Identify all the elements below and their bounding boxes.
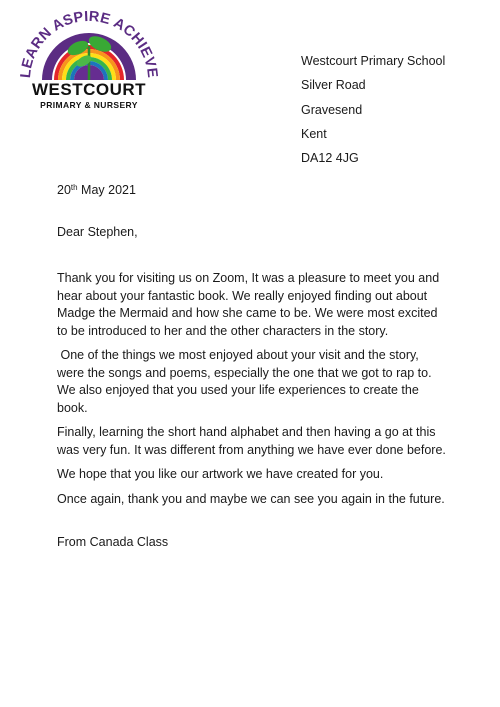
address-line: Kent xyxy=(301,126,327,141)
letter-date: 20th May 2021 xyxy=(57,183,136,197)
address-line: Westcourt Primary School xyxy=(301,54,446,68)
school-name: WESTCOURT xyxy=(31,80,147,99)
address-postcode: DA12 4JG xyxy=(301,151,359,166)
school-subtitle: PRIMARY & NURSERY xyxy=(40,100,138,110)
body-paragraph: Once again, thank you and maybe we can see you again in the future. xyxy=(57,492,445,506)
school-address xyxy=(301,49,445,170)
address-line: Silver Road xyxy=(301,78,366,93)
body-paragraph: Finally, learning the short hand alphabet and then having a go at this was very fun. It was different from anything we have ever done before. xyxy=(57,425,446,457)
body-paragraph: Thank you for visiting us on Zoom, It was a pleasure to meet you and hear about your fantastic book. We really enjoyed finding out about Madge the Mermaid and how she came to be. We were most excited to be introduced to her and the other characters in the story. xyxy=(57,271,440,338)
address-line: Gravesend xyxy=(301,102,363,117)
body-paragraph: We hope that you like our artwork we have created for you. xyxy=(57,467,384,481)
motto-text: LEARN ASPIRE ACHIEVE xyxy=(17,8,161,79)
salutation: Dear Stephen, xyxy=(57,225,138,239)
letter-closing: From Canada Class xyxy=(57,535,169,549)
body-paragraph: One of the things we most enjoyed about your visit and the story, were the songs and poems, especially the one that we got to rap to. We also enjoyed that you used your life experiences to create the book. xyxy=(57,348,436,415)
